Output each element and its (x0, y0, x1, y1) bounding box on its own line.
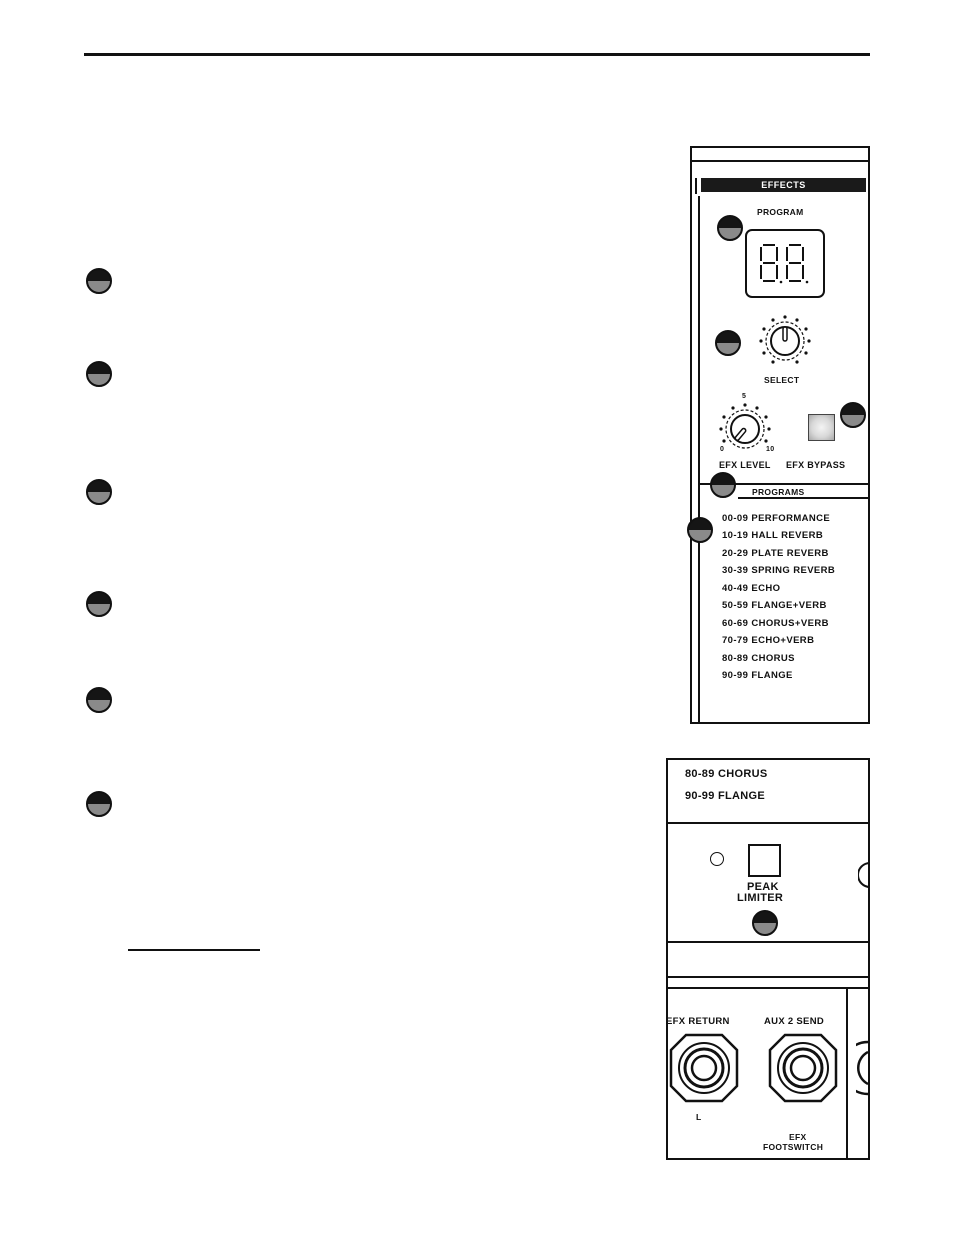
peak-limiter-button[interactable] (748, 844, 781, 877)
effects-panel-top-divider (692, 160, 868, 162)
program-list-item: 60-69 CHORUS+VERB (722, 618, 829, 629)
program-list-item: 00-09 PERFORMANCE (722, 513, 831, 524)
section-heading-underline (128, 949, 260, 951)
program-list-item: 10-19 HALL REVERB (722, 530, 824, 541)
programs-divider-bottom (738, 497, 868, 499)
program-list-item: 40-49 ECHO (722, 583, 781, 594)
callout-badge-bypass (840, 402, 866, 428)
effects-header: EFFECTS (701, 178, 866, 192)
program-list-item: 30-39 SPRING REVERB (722, 565, 836, 576)
lower-divider-2 (668, 941, 868, 943)
efx-footswitch-label-line2: FOOTSWITCH (763, 1142, 824, 1152)
efx-level-min-tick: 0 (720, 446, 725, 453)
page-header-rule (84, 53, 870, 56)
program-list-item: 50-59 FLANGE+VERB (722, 600, 827, 611)
efx-bypass-button[interactable] (808, 414, 835, 441)
callout-badge-select (715, 330, 741, 356)
lower-divider-1 (668, 822, 868, 824)
efx-level-label: EFX LEVEL (719, 460, 771, 470)
callout-badge-6 (86, 791, 112, 817)
callout-badge-1 (86, 268, 112, 294)
callout-badge-5 (86, 687, 112, 713)
efx-level-mid-tick: 5 (742, 393, 747, 400)
lower-jack-divider (846, 988, 848, 1158)
callout-badge-program-list (687, 517, 713, 543)
left-channel-label: L (696, 1112, 702, 1122)
lower-program-line-2: 90-99 FLANGE (685, 790, 766, 802)
program-display (745, 229, 825, 298)
callout-badge-peak-limiter (752, 910, 778, 936)
efx-return-label: EFX RETURN (666, 1016, 730, 1027)
callout-badge-4 (86, 591, 112, 617)
efx-footswitch-label-line1: EFX (789, 1132, 807, 1142)
callout-badge-program (717, 215, 743, 241)
efx-level-max-tick: 10 (766, 446, 775, 453)
select-label: SELECT (764, 375, 800, 385)
select-knob[interactable] (756, 312, 814, 370)
programs-header: PROGRAMS (752, 487, 805, 497)
adjacent-callout-edge-icon (858, 862, 870, 888)
effects-panel-inner-edge (698, 196, 700, 722)
aux2-send-label: AUX 2 SEND (764, 1016, 825, 1027)
effects-panel-edge-mark (695, 178, 697, 194)
peak-led-indicator (710, 852, 724, 866)
lower-program-line-1: 80-89 CHORUS (685, 768, 768, 780)
callout-badge-2 (86, 361, 112, 387)
program-list-item: 80-89 CHORUS (722, 653, 795, 664)
aux2-send-jack[interactable] (767, 1032, 839, 1104)
program-label: PROGRAM (757, 207, 804, 217)
callout-badge-programs-header (710, 472, 736, 498)
partial-jack-edge-icon (856, 1032, 868, 1104)
program-list-item: 90-99 FLANGE (722, 670, 793, 681)
seven-segment-digits-icon (747, 231, 823, 296)
peak-limiter-label-line1: PEAK (747, 881, 779, 893)
efx-return-jack[interactable] (668, 1032, 740, 1104)
lower-divider-3 (668, 976, 868, 978)
lower-divider-4 (668, 987, 868, 989)
peak-limiter-label-line2: LIMITER (737, 892, 784, 904)
callout-badge-3 (86, 479, 112, 505)
program-list-item: 20-29 PLATE REVERB (722, 548, 829, 559)
efx-bypass-label: EFX BYPASS (786, 460, 846, 470)
program-list-item: 70-79 ECHO+VERB (722, 635, 815, 646)
